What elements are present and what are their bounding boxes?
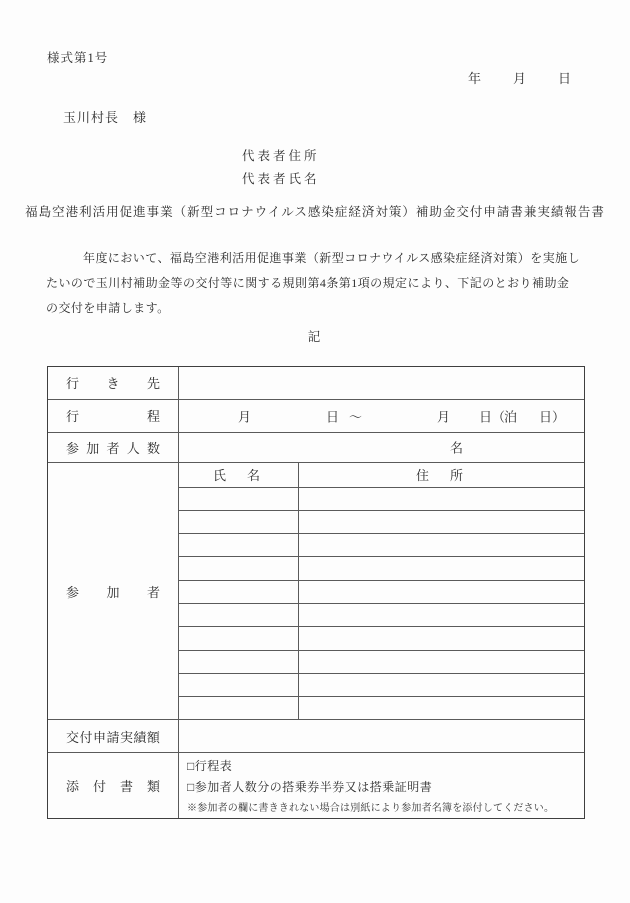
grant-amount-label: 交 付 申 請 実 績 額 [48, 720, 179, 752]
participant-row [179, 604, 584, 627]
row-destination [48, 367, 584, 400]
row-grant-amount [48, 720, 584, 753]
attachment-item-boarding-pass: □参加者人数分の搭乗券半券又は搭乗証明書 [187, 779, 433, 794]
itinerary-day2: 日（ [479, 409, 506, 425]
representative-address-label: 代表者住所 [242, 149, 320, 163]
participant-address-cell [299, 604, 584, 626]
participant-name-cell [179, 604, 299, 626]
participants-label: 参 加 者 [48, 463, 179, 720]
attachment-item-itinerary: □行程表 [187, 758, 233, 773]
participant-row [179, 697, 584, 719]
participant-row [179, 674, 584, 697]
participant-count-label: 参 加 者 人 数 [48, 433, 179, 462]
name-column-header: 氏 名 [179, 463, 299, 487]
participant-name-cell [179, 557, 299, 579]
itinerary-label: 行 程 [48, 400, 179, 432]
participant-address-cell [299, 511, 584, 533]
participant-name-cell [179, 697, 299, 719]
record-mark: 記 [307, 330, 323, 344]
row-participant-count [48, 433, 584, 463]
itinerary-tilde: ～ [349, 409, 363, 425]
form-number: 様式第1号 [47, 51, 109, 65]
participant-address-cell [299, 488, 584, 510]
attachments-note: ※参加者の欄に書ききれない場合は別紙により参加者名簿を添付してください。 [187, 802, 555, 814]
document-title: 福島空港利活用促進事業（新型コロナウイルス感染症経済対策）補助金交付申請書兼実績報告書 [25, 205, 605, 219]
participant-row [179, 651, 584, 674]
participant-name-cell [179, 488, 299, 510]
participant-count-unit: 名 [450, 440, 464, 456]
participant-name-cell [179, 581, 299, 603]
date-month-label: 月 [513, 71, 527, 86]
body-line-1: 年度において、福島空港利活用促進事業（新型コロナウイルス感染症経済対策）を実施し [83, 251, 581, 265]
attachments-label: 添 付 書 類 [48, 753, 179, 818]
participant-address-cell [299, 674, 584, 696]
itinerary-month2: 月 [437, 409, 451, 425]
row-attachments [48, 753, 584, 818]
participant-address-cell [299, 557, 584, 579]
participant-row [179, 627, 584, 650]
attachments-content-cell [179, 753, 584, 818]
itinerary-days: 日） [539, 409, 566, 425]
participant-row [179, 557, 584, 580]
addressee: 玉川村長 様 [63, 110, 148, 125]
participants-header-row [179, 463, 584, 488]
destination-label: 行 き 先 [48, 367, 179, 399]
application-table [47, 366, 585, 819]
date-year-label: 年 [468, 71, 482, 86]
date-day-label: 日 [558, 71, 572, 86]
participant-row [179, 488, 584, 511]
participant-address-cell [299, 581, 584, 603]
itinerary-nights: 泊 [504, 409, 518, 425]
grant-amount-value-cell [179, 720, 584, 752]
participant-name-cell [179, 534, 299, 556]
address-column-header: 住 所 [415, 468, 467, 484]
participant-row [179, 581, 584, 604]
row-participants [48, 463, 584, 721]
participant-address-cell [299, 534, 584, 556]
participant-rows [179, 488, 584, 720]
representative-name-label: 代表者氏名 [242, 172, 320, 186]
participant-count-value-cell [179, 433, 584, 462]
itinerary-value-cell [179, 400, 584, 432]
participant-row [179, 534, 584, 557]
itinerary-day1: 日 [326, 409, 340, 425]
participant-row [179, 511, 584, 534]
participant-address-cell [299, 627, 584, 649]
participant-name-cell [179, 651, 299, 673]
participant-name-cell [179, 511, 299, 533]
row-itinerary [48, 400, 584, 433]
participant-address-cell [299, 697, 584, 719]
participant-name-cell [179, 627, 299, 649]
destination-value-cell [179, 367, 584, 399]
participant-name-cell [179, 674, 299, 696]
participants-sub-table [179, 463, 584, 720]
body-line-3: の交付を申請します。 [46, 301, 170, 315]
participant-address-cell [299, 651, 584, 673]
date-line [468, 68, 571, 87]
itinerary-month1: 月 [238, 409, 252, 425]
body-line-2: たいので玉川村補助金等の交付等に関する規則第4条第1項の規定により、下記のとおり補助金 [46, 276, 570, 290]
